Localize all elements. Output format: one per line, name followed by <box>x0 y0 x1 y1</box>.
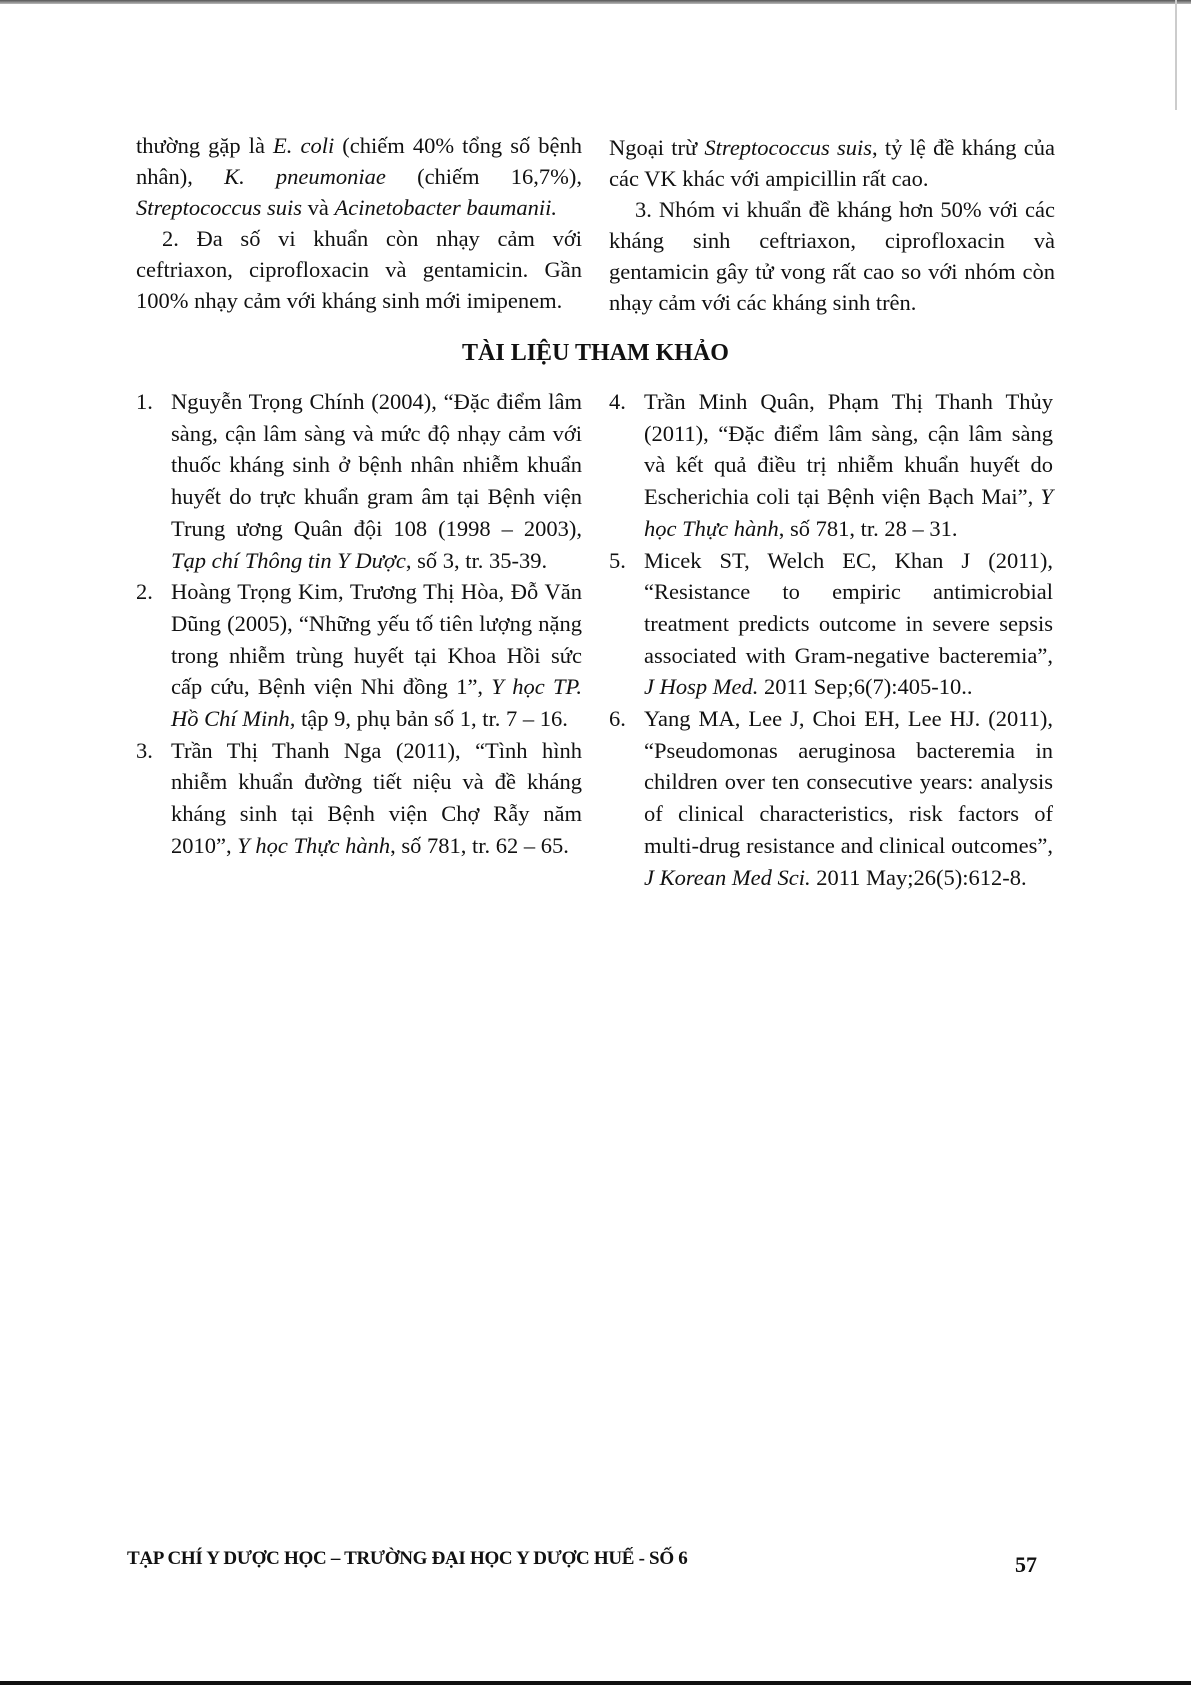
references-left-column <box>136 386 582 862</box>
italic-text: J Korean Med Sci. <box>644 864 811 890</box>
reference-number: 5. <box>609 547 626 573</box>
text-segment: 3. Nhóm vi khuẩn đề kháng hơn 50% với các kháng sinh ceftriaxon, ciprofloxacin và gentamicin gây tử vong rất cao so với nhóm còn nhạy cảm với các kháng sinh trên. <box>609 197 1055 315</box>
reference-text <box>171 735 582 862</box>
scan-right-edge <box>1175 0 1177 110</box>
conclusion-paragraph <box>609 132 1055 194</box>
reference-number: 6. <box>609 706 626 732</box>
conclusion-paragraph <box>136 130 582 223</box>
italic-text: K. pneumoniae <box>224 164 386 189</box>
text-segment: , tỷ lệ đề kháng của các VK khác với ampicillin rất cao. <box>609 135 1055 191</box>
italic-text: Streptococcus suis <box>704 135 873 160</box>
italic-text: Y học Thực hành <box>237 832 391 858</box>
scan-top-border <box>0 0 1191 4</box>
text-segment: Yang MA, Lee J, Choi EH, Lee HJ. (2011), “Pseudomonas aeruginosa bacteremia in children over ten consecutive years: analysis of clinical characteristics, risk factors of multi-drug resistance and clinical outcomes”, <box>644 706 1053 858</box>
conclusions-right-column <box>609 132 1055 318</box>
italic-text: Y học Thực hành <box>644 484 1053 541</box>
references-right-column <box>609 386 1053 893</box>
text-segment: 2011 May;26(5):612-8. <box>810 864 1027 890</box>
journal-footer: TẠP CHÍ Y DƯỢC HỌC – TRƯỜNG ĐẠI HỌC Y DƯỢC HUẾ - SỐ 6 <box>127 1548 688 1569</box>
reference-number: 3. <box>136 737 153 763</box>
text-segment: (chiếm 40% tổng số bệnh nhân), <box>136 133 583 189</box>
conclusion-paragraph <box>136 223 582 316</box>
reference-item <box>136 735 582 862</box>
text-segment: 2011 Sep;6(7):405-10.. <box>758 674 973 700</box>
text-segment: 2. Đa số vi khuẩn còn nhạy cảm với ceftriaxon, ciprofloxacin và gentamicin. Gần 100% nhạy cảm với kháng sinh mới imipenem. <box>136 226 582 313</box>
text-segment: (chiếm 16,7%), <box>385 164 582 189</box>
reference-item <box>609 386 1053 545</box>
reference-item <box>136 576 582 735</box>
text-segment: Trần Thị Thanh Nga (2011), “Tình hình nhiễm khuẩn đường tiết niệu và đề kháng kháng sinh tại Bệnh viện Chợ Rẫy năm 2010”, <box>171 737 582 858</box>
reference-text <box>644 703 1053 893</box>
conclusion-paragraph <box>609 194 1055 318</box>
text-segment: Nguyễn Trọng Chính (2004), “Đặc điểm lâm sàng, cận lâm sàng và mức độ nhạy cảm với thuốc kháng sinh ở bệnh nhân nhiễm khuẩn huyết do trực khuẩn gram âm tại Bệnh viện Trung ương Quân đội 108 (1998 – 2003), <box>171 389 582 541</box>
references-heading: TÀI LIỆU THAM KHẢO <box>462 340 729 366</box>
page-number: 57 <box>1015 1552 1037 1577</box>
reference-number: 2. <box>136 579 153 605</box>
reference-text <box>171 386 582 576</box>
reference-number: 4. <box>609 389 626 414</box>
reference-item <box>609 703 1053 893</box>
text-segment: , số 781, tr. 28 – 31. <box>778 515 958 541</box>
reference-text <box>644 386 1053 545</box>
reference-text <box>171 576 582 735</box>
italic-text: Tạp chí Thông tin Y Dược <box>171 547 406 573</box>
text-segment: Micek ST, Welch EC, Khan J (2011), “Resistance to empiric antimicrobial treatment predicts outcome in severe sepsis associated with Gram-negative bacteremia”, <box>644 547 1053 668</box>
reference-number: 1. <box>136 389 153 414</box>
italic-text: Acinetobacter baumanii. <box>334 195 557 220</box>
text-segment: tập 9, phụ bản số 1, tr. 7 – 16. <box>295 706 568 732</box>
text-segment: Hoàng Trọng Kim, Trương Thị Hòa, Đỗ Văn Dũng (2005), “Những yếu tố tiên lượng nặng trong nhiễm trùng huyết tại Khoa Hồi sức cấp cứu, Bệnh viện Nhi đồng 1”, <box>171 579 582 700</box>
text-segment: , số 3, tr. 35-39. <box>405 547 548 573</box>
reference-item <box>609 545 1053 704</box>
italic-text: Streptococcus suis <box>136 195 303 220</box>
scan-bottom-border <box>0 1681 1191 1685</box>
text-segment: Ngoại trừ <box>609 135 705 160</box>
text-segment: thường gặp là <box>136 133 274 158</box>
reference-item <box>136 386 582 576</box>
reference-text <box>644 545 1053 704</box>
italic-text: E. coli <box>273 133 335 158</box>
italic-text: J Hosp Med. <box>644 674 759 700</box>
text-segment: và <box>302 195 335 220</box>
text-segment: Trần Minh Quân, Phạm Thị Thanh Thủy (2011), “Đặc điểm lâm sàng, cận lâm sàng và kết quả điều trị nhiễm khuẩn huyết do Escherichia coli tại Bệnh viện Bạch Mai”, <box>644 389 1053 510</box>
italic-text: Y học TP. Hồ Chí Minh, <box>171 674 582 732</box>
text-segment: , số 781, tr. 62 – 65. <box>390 832 569 858</box>
conclusions-left-column <box>136 130 582 316</box>
